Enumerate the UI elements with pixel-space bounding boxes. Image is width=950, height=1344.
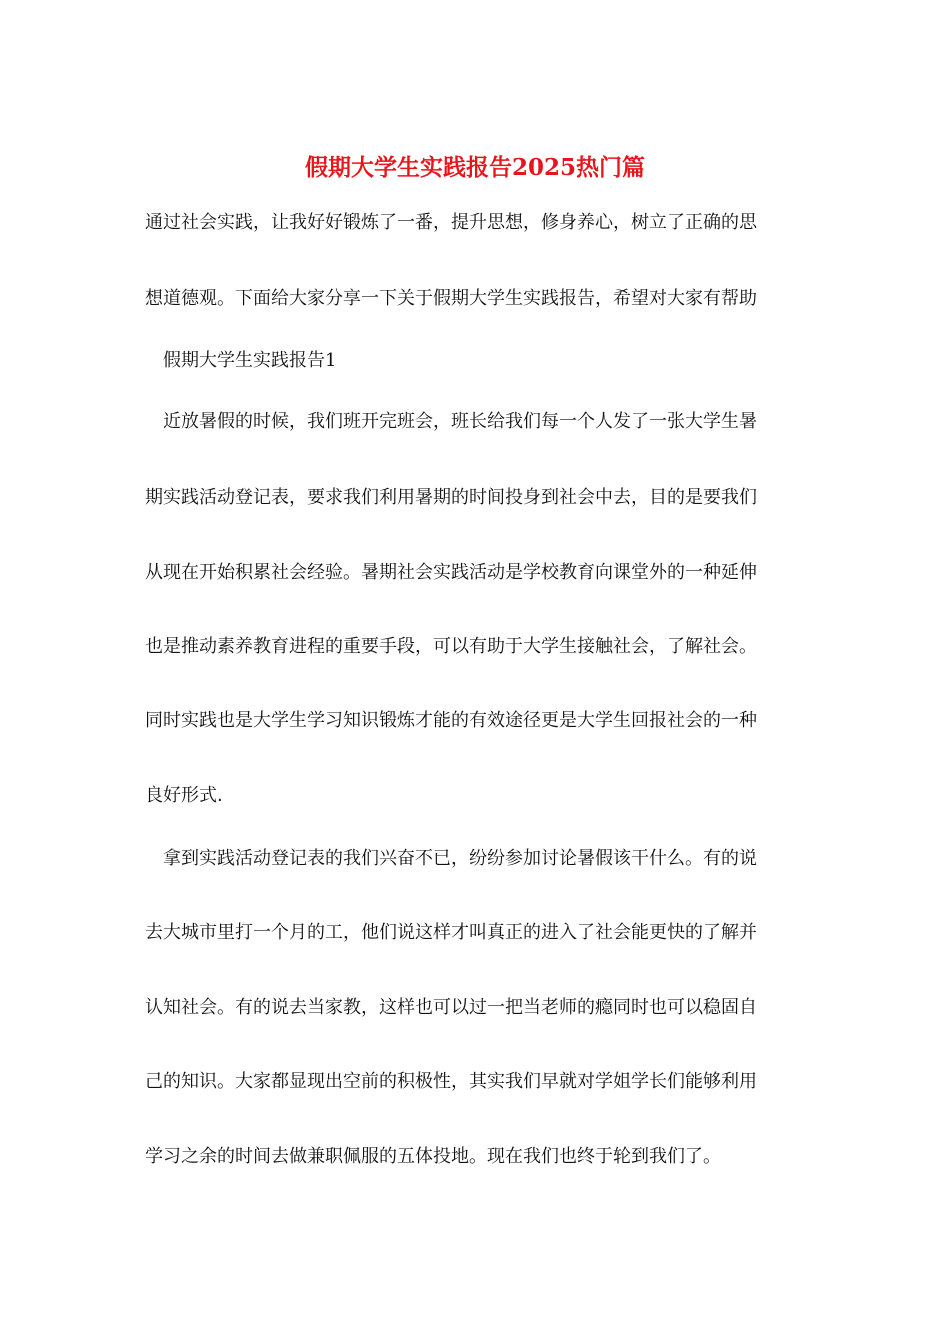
paragraph1-line-4: 也是推动素养教育进程的重要手段，可以有助于大学生接触社会，了解社会。 [145,636,757,657]
paragraph1-line-5: 同时实践也是大学生学习知识锻炼才能的有效途径更是大学生回报社会的一种 [145,710,757,731]
section-heading: 假期大学生实践报告1 [163,350,337,371]
paragraph2-line-5: 学习之余的时间去做兼职佩服的五体投地。现在我们也终于轮到我们了。 [145,1146,721,1167]
paragraph2-line-3: 认知社会。有的说去当家教，这样也可以过一把当老师的瘾同时也可以稳固自 [145,997,757,1018]
document-title: 假期大学生实践报告2025热门篇 [304,154,645,181]
paragraph2-line-2: 去大城市里打一个月的工，他们说这样才叫真正的进入了社会能更快的了解并 [145,922,757,943]
paragraph2-line-4: 己的知识。大家都显现出空前的积极性，其实我们早就对学姐学长们能够利用 [145,1071,757,1092]
paragraph1-line-2: 期实践活动登记表，要求我们利用暑期的时间投身到社会中去，目的是要我们 [145,487,757,508]
paragraph1-line-6: 良好形式. [145,785,223,806]
paragraph1-line-1: 近放暑假的时候，我们班开完班会，班长给我们每一个人发了一张大学生暑 [163,411,757,432]
intro-line-2: 想道德观。下面给大家分享一下关于假期大学生实践报告，希望对大家有帮助 [145,288,757,309]
paragraph2-line-1: 拿到实践活动登记表的我们兴奋不已，纷纷参加讨论暑假该干什么。有的说 [163,848,757,869]
intro-line-1: 通过社会实践，让我好好锻炼了一番，提升思想，修身养心，树立了正确的思 [145,212,757,233]
paragraph1-line-3: 从现在开始积累社会经验。暑期社会实践活动是学校教育向课堂外的一种延伸 [145,562,757,583]
